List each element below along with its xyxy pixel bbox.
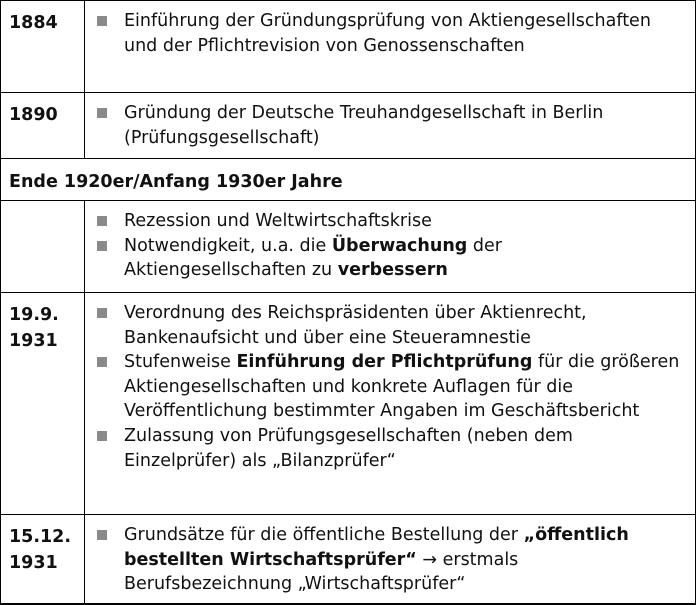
square-bullet-icon [97,530,107,540]
date-cell: 1890 [1,93,85,158]
table-row [1,293,695,515]
list-item: Gründung der Deutsche Treuhandgesellschaft in Berlin (Prüfungsgesellschaft) [85,101,695,150]
list-item: Verordnung des Reichspräsidenten über Aktienrecht, Bankenaufsicht und über eine Steueramnestie [85,301,695,350]
table-row [1,1,695,93]
content-cell [85,201,695,292]
square-bullet-icon [97,16,107,26]
table-row [1,159,695,201]
date-cell [1,201,85,292]
square-bullet-icon [97,357,107,367]
date-cell: 15.12. 1931 [1,515,85,603]
date-cell: 1884 [1,1,85,92]
list-item: Stufenweise Einführung der Pflichtprüfung für die größeren Aktiengesellschaften und konkrete Auflagen für die Veröffentlichung bestimmter Angaben im Geschäftsbericht [85,350,695,424]
table-row [1,201,695,293]
square-bullet-icon [97,241,107,251]
content-cell [85,1,695,92]
list-item: Notwendigkeit, u.a. die Überwachung der Aktiengesellschaften zu verbessern [85,234,695,283]
square-bullet-icon [97,216,107,226]
content-cell [85,515,695,603]
table-row [1,515,695,603]
square-bullet-icon [97,431,107,441]
list-item: Grundsätze für die öffentliche Bestellung der „öffentlich bestellten Wirtschaftsprüfer“ → erstmals Berufsbezeichnung „Wirtschaftsprüfer“ [85,523,695,597]
table-row [1,93,695,159]
date-cell: 19.9. 1931 [1,293,85,514]
square-bullet-icon [97,308,107,318]
list-item: Rezession und Weltwirtschaftskrise [85,209,695,234]
content-cell [85,93,695,158]
content-cell [85,293,695,514]
list-item: Zulassung von Prüfungsgesellschaften (neben dem Einzelprüfer) als „Bilanzprüfer“ [85,424,695,473]
list-item: Einführung der Gründungsprüfung von Aktiengesellschaften und der Pflichtrevision von Genossenschaften [85,9,695,58]
square-bullet-icon [97,108,107,118]
section-heading: Ende 1920er/Anfang 1930er Jahre [9,172,343,192]
